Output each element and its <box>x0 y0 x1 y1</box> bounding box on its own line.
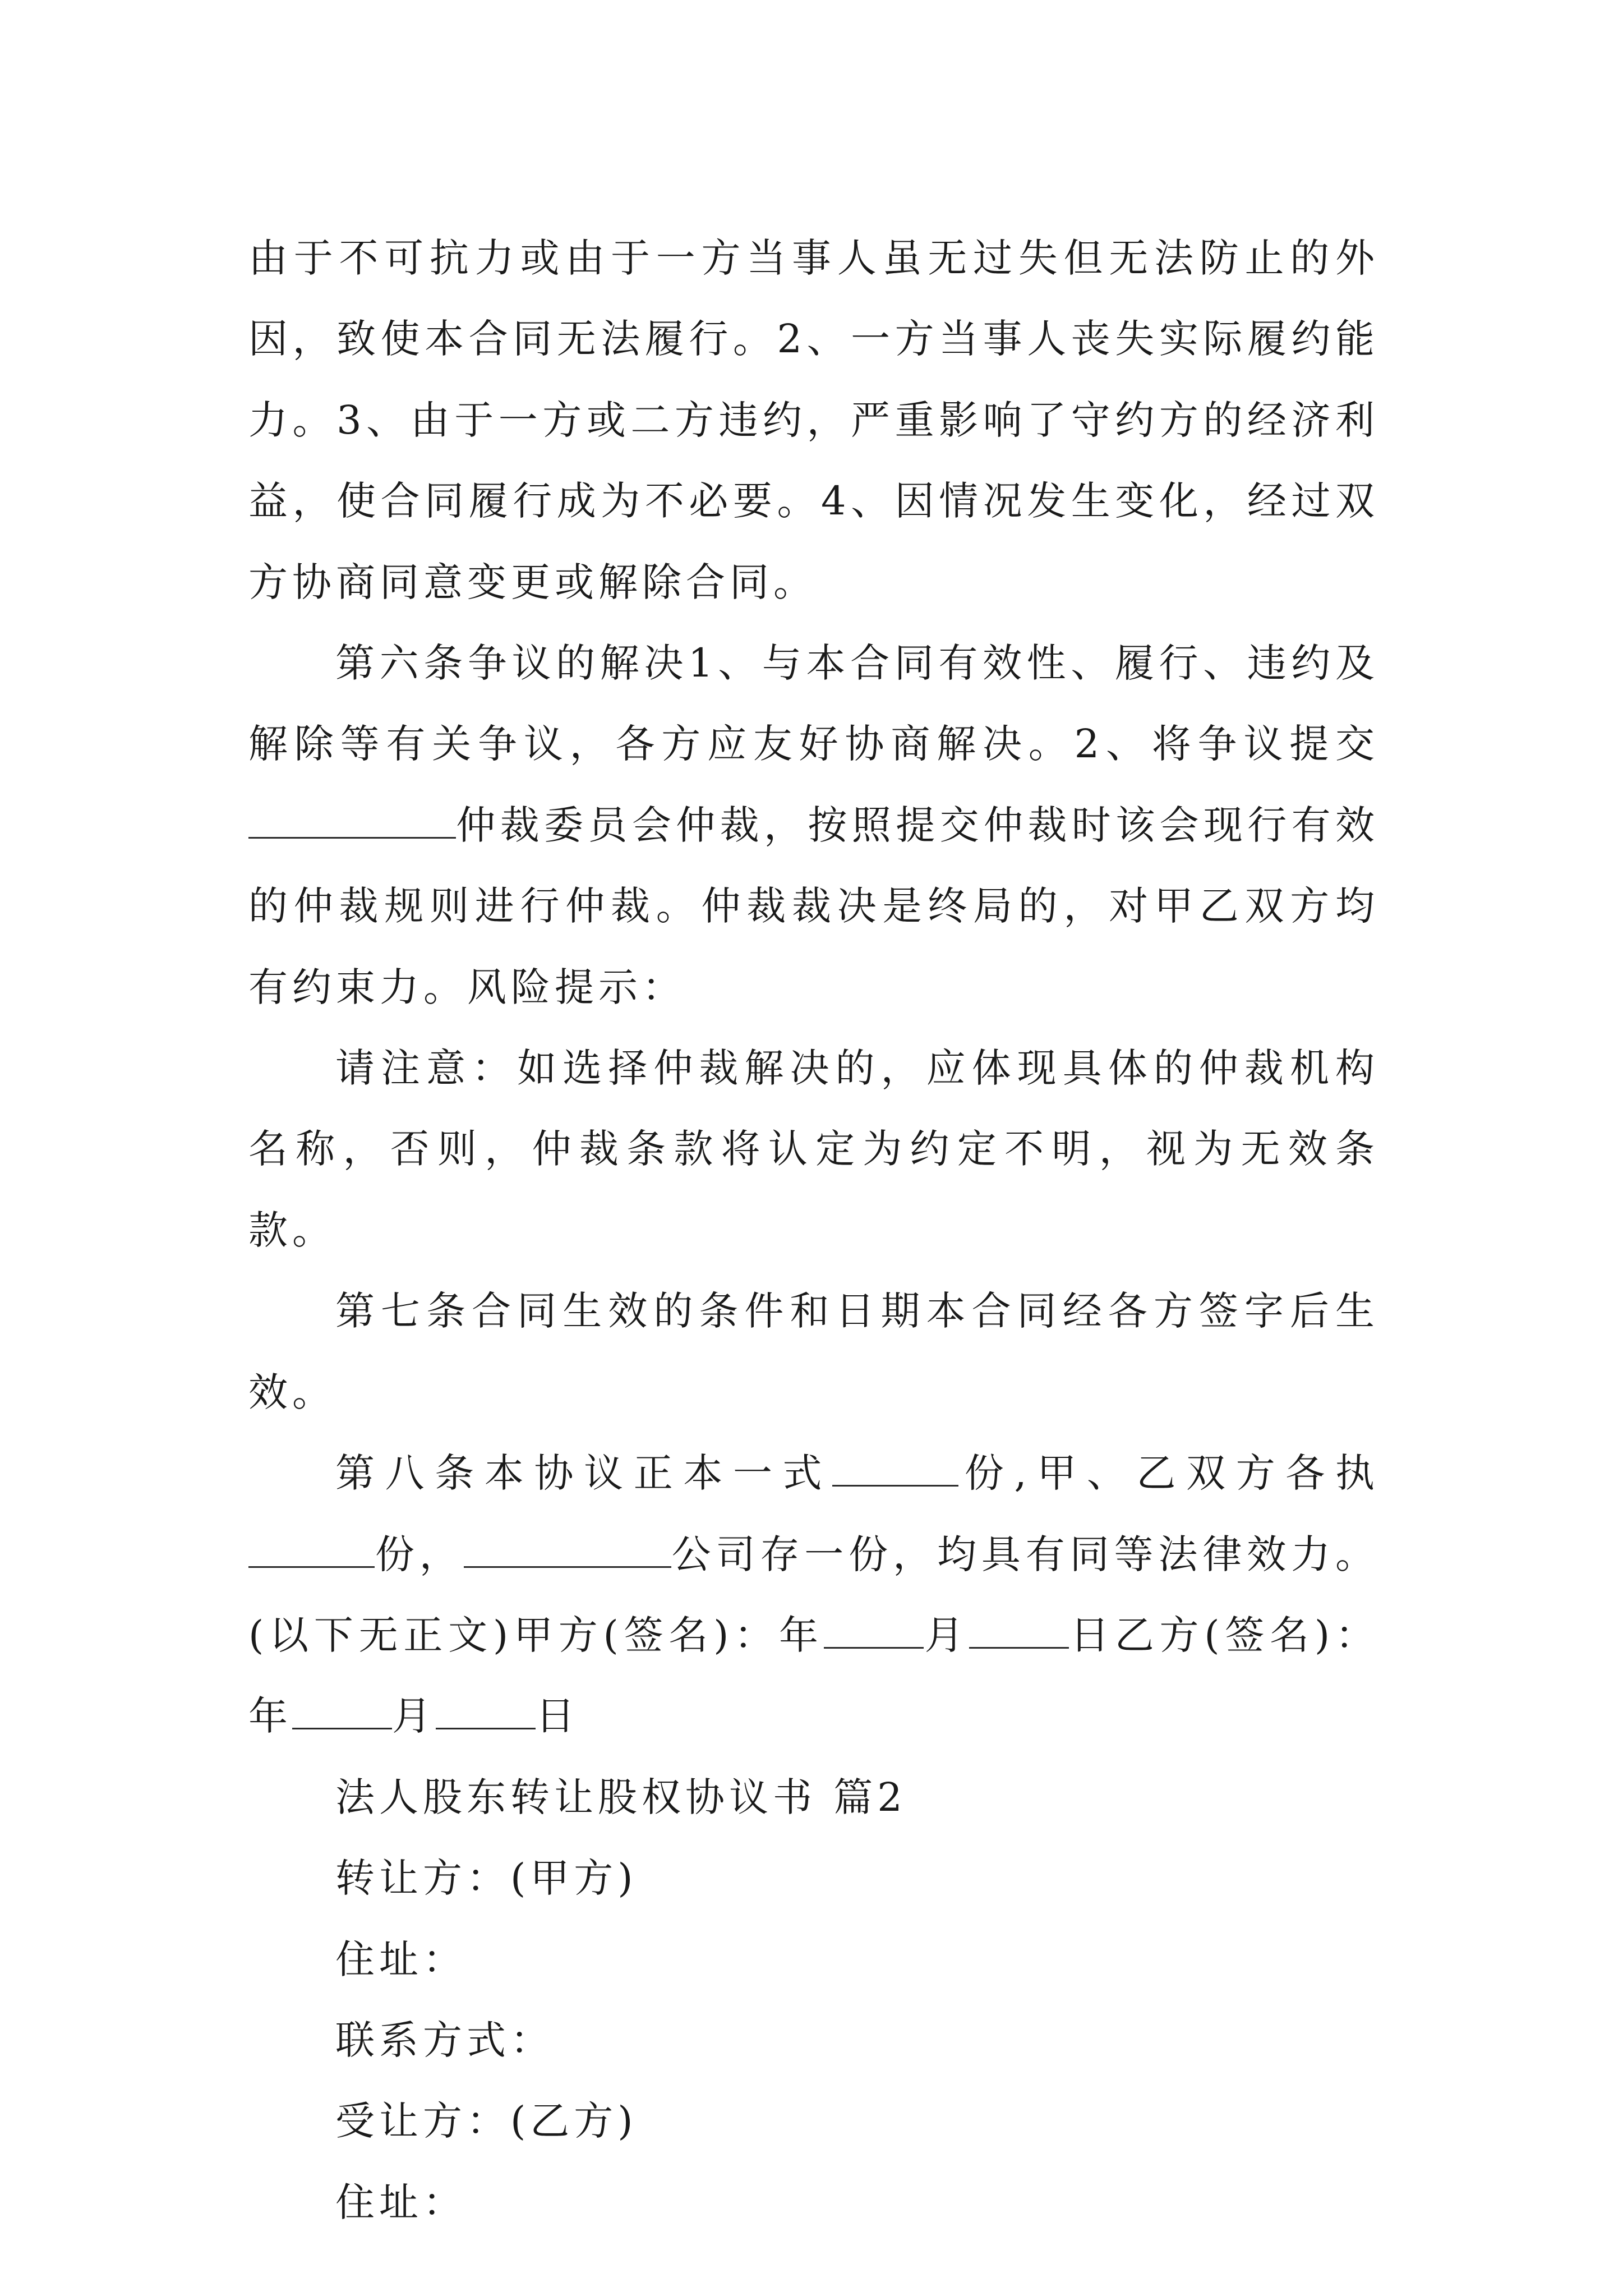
paragraph-risk-notice: 请注意：如选择仲裁解决的，应体现具体的仲裁机构名称，否则，仲裁条款将认定为约定不明，视为无效条款。 <box>248 1045 1379 1253</box>
transferee-address-label: 住址： <box>335 2179 467 2225</box>
article-eight-text-4: 公司存一份，均具有同等法律效力。(以下无正文)甲方(签名)：年 <box>248 1531 1380 1658</box>
article-six-text-start: 第六条争议的解决1、与本合同有效性、履行、违约及解除等有关争议，各方应友好协商解决。2、将争议提交 <box>248 640 1379 767</box>
article-eight-text-6: 日乙方(签名)：年 <box>248 1612 1379 1740</box>
article-eight-text-2: 份,甲、乙双方各执 <box>958 1450 1379 1497</box>
article-eight-text-7: 月 <box>392 1693 436 1740</box>
transferor-contact-label: 联系方式： <box>335 2017 554 2063</box>
article-eight-text-8: 日 <box>536 1693 579 1740</box>
article-eight-text-3: 份， <box>375 1531 464 1577</box>
transferee-label: 受让方：(乙方) <box>335 2098 638 2145</box>
party-b-month-blank <box>292 1691 392 1730</box>
paragraph-article-eight-copies <box>248 1433 1379 1757</box>
arbitration-commission-blank <box>248 799 456 839</box>
document-body <box>248 218 1379 2243</box>
article-six-text-end: 仲裁委员会仲裁，按照提交仲裁时该会现行有效的仲裁规则进行仲裁。仲裁裁决是终局的，对甲乙双方均有约束力。风险提示： <box>248 802 1379 1010</box>
paragraph-article-six-dispute <box>248 623 1379 1028</box>
article-eight-text-5: 月 <box>923 1612 970 1658</box>
party-a-day-blank <box>969 1609 1069 1649</box>
paragraph-termination-conditions: 由于不可抗力或由于一方当事人虽无过失但无法防止的外因，致使本合同无法履行。2、一方当事人丧失实际履约能力。3、由于一方或二方违约，严重影响了守约方的经济利益，使合同履行成为不必要。4、因情况发生变化，经过双方协商同意变更或解除合同。 <box>248 235 1379 605</box>
party-b-day-blank <box>436 1691 536 1730</box>
section-heading: 法人股东转让股权协议书 篇2 <box>335 1774 907 1820</box>
transferor-label: 转让方：(甲方) <box>335 1855 638 1902</box>
company-name-blank <box>464 1529 671 1568</box>
article-eight-text-1: 第八条本协议正本一式 <box>335 1450 833 1497</box>
copies-count-blank <box>832 1448 958 1487</box>
paragraph-article-seven-effect: 第七条合同生效的条件和日期本合同经各方签字后生效。 <box>248 1288 1379 1415</box>
copies-each-blank <box>248 1529 375 1568</box>
party-a-month-blank <box>824 1609 924 1649</box>
transferor-address-label: 住址： <box>335 1936 467 1982</box>
